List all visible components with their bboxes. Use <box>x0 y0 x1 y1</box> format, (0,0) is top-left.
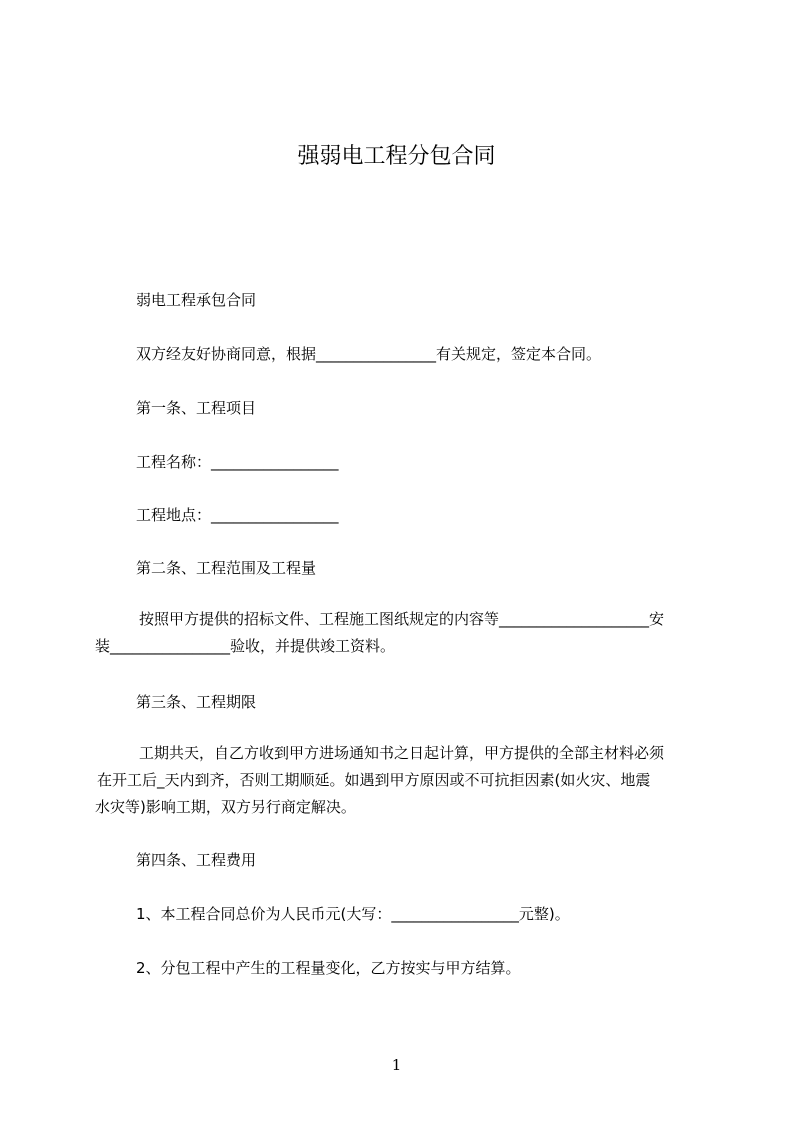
page-number: 1 <box>391 1056 402 1074</box>
contract-subtitle: 弱电工程承包合同 <box>136 291 257 309</box>
term-line-2: 在开工后_天内到齐，否则工期顺延。如遇到甲方原因或不可抗拒因素(如火灾、地震 <box>97 771 651 789</box>
document-title: 强弱电工程分包合同 <box>297 144 496 169</box>
scope-line-1: 按照甲方提供的招标文件、工程施工图纸规定的内容等____________________安 <box>139 610 665 628</box>
term-line-1: 工期共天，自乙方收到甲方进场通知书之日起计算，甲方提供的全部主材料必须 <box>139 744 665 762</box>
article3-heading: 第三条、工程期限 <box>136 693 257 711</box>
article4-heading: 第四条、工程费用 <box>136 851 257 869</box>
term-line-3: 水灾等)影响工期，双方另行商定解决。 <box>95 798 356 816</box>
article1-heading: 第一条、工程项目 <box>136 399 257 417</box>
project-name-field: 工程名称：_________________ <box>136 453 339 471</box>
project-location-field: 工程地点：_________________ <box>136 506 339 524</box>
scope-paragraph <box>95 606 705 660</box>
fee-item-2: 2、分包工程中产生的工程量变化，乙方按实与甲方结算。 <box>136 959 521 977</box>
intro-paragraph: 双方经友好协商同意，根据________________有关规定，签定本合同。 <box>136 345 602 363</box>
article2-heading: 第二条、工程范围及工程量 <box>136 559 317 577</box>
fee-item-1: 1、本工程合同总价为人民币元(大写：_________________元整)。 <box>136 905 570 923</box>
scope-line-2: 装________________验收，并提供竣工资料。 <box>95 637 396 655</box>
term-paragraph <box>95 740 705 821</box>
